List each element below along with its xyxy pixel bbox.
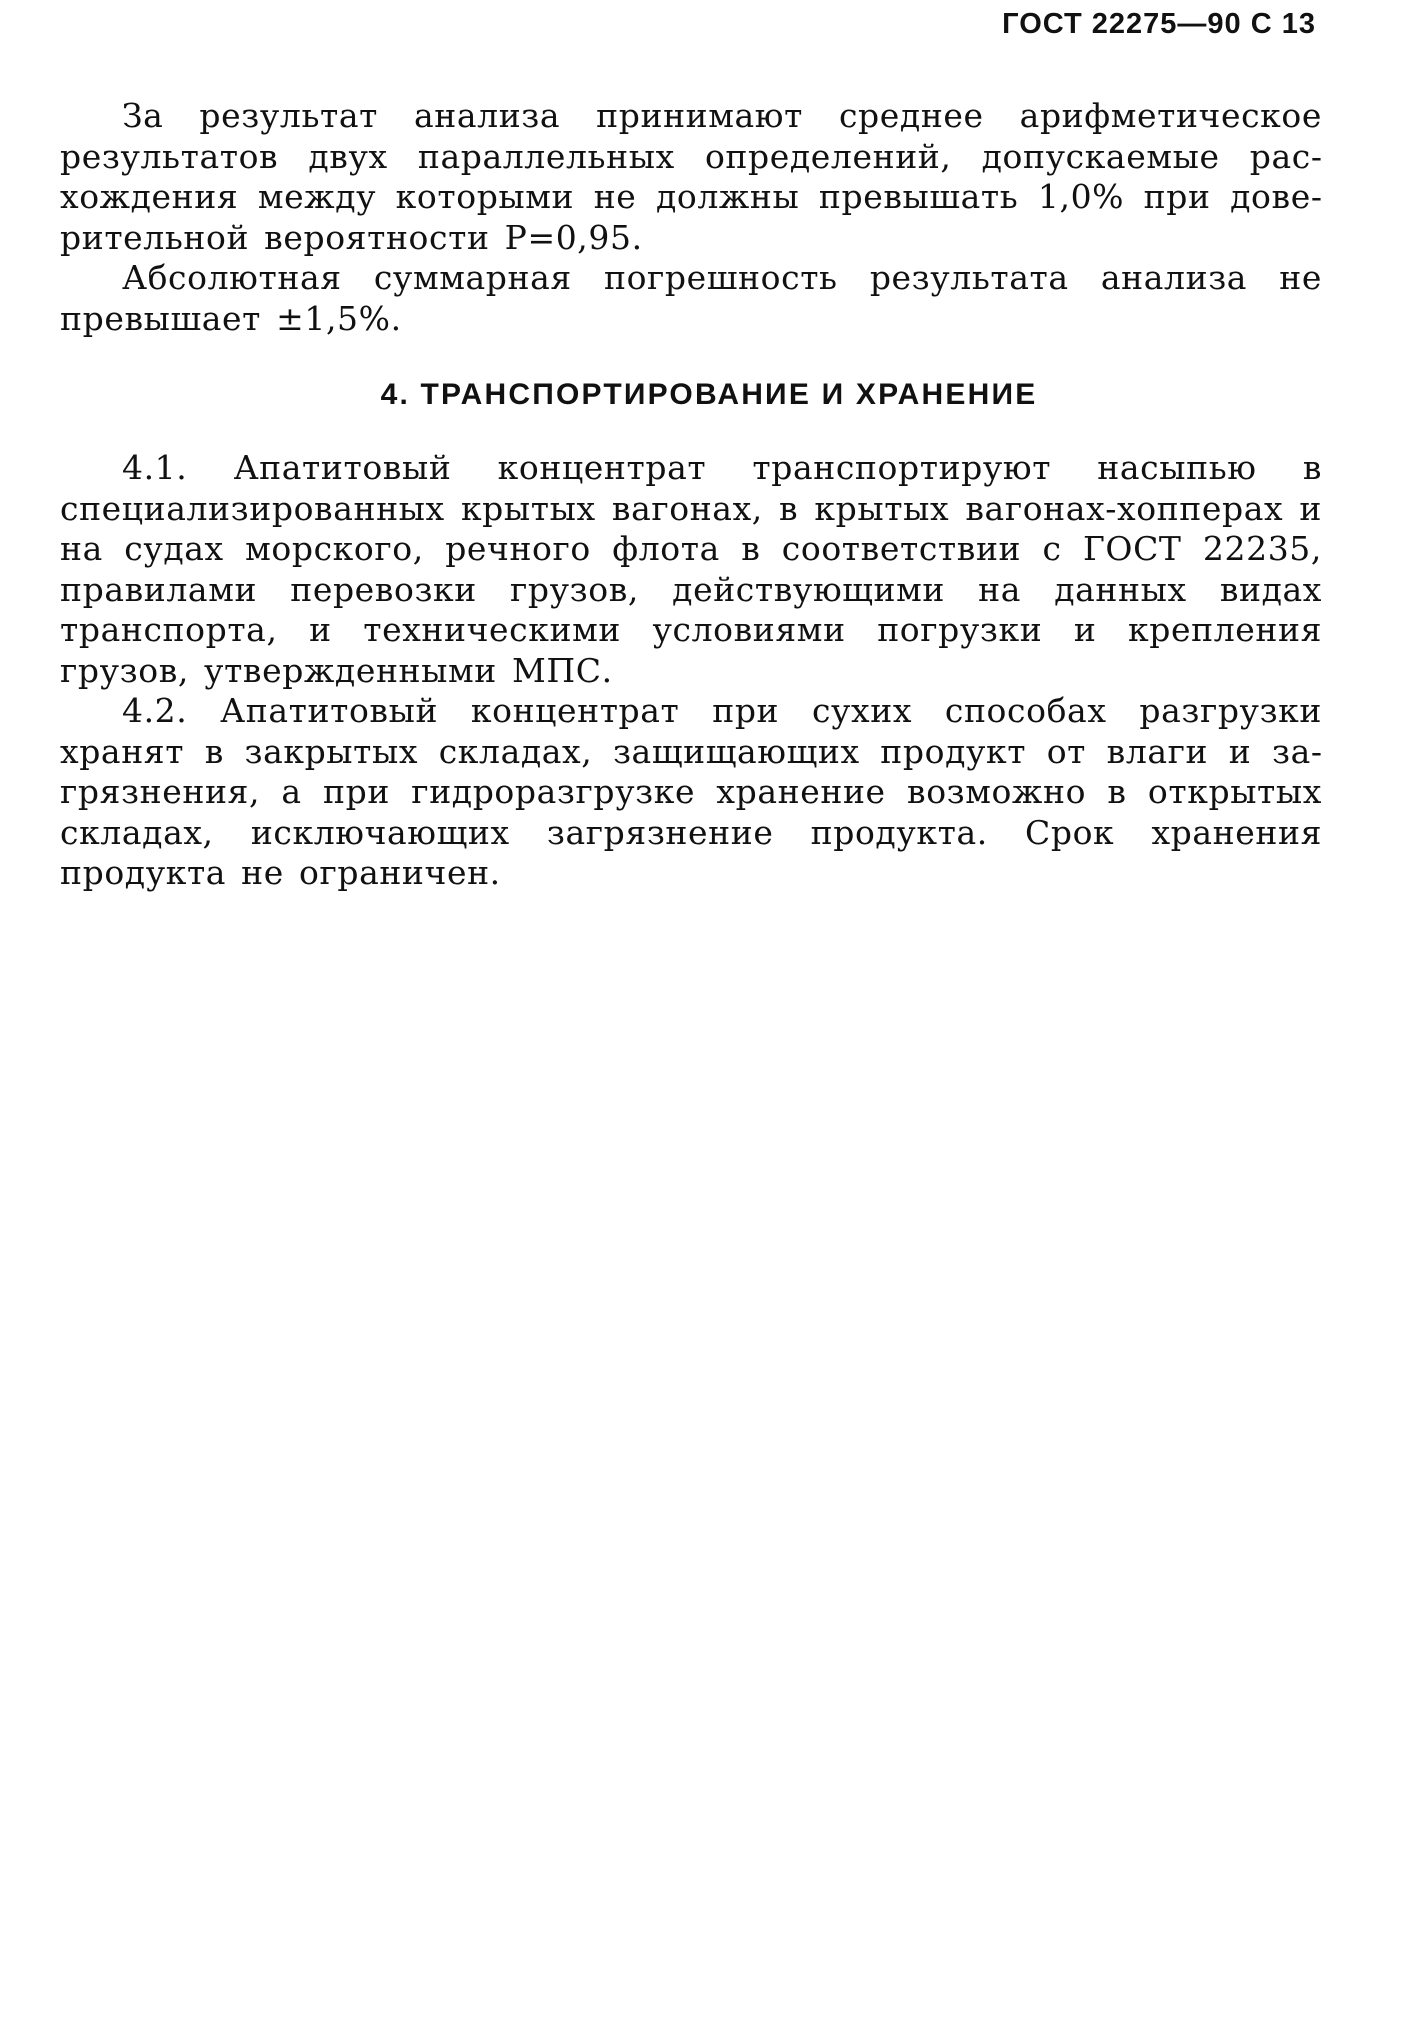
section-body xyxy=(60,448,1322,894)
clause-4-1: 4.1. Апатитовый концентрат транспортируют насыпью в специализированных крытых вагонах, в крытых вагонах-хопперах и на судах морского, речного флота в соответствии с ГОСТ 22235, правилами перевозки грузов, действующими на данных видах транспорта, и техническими условиями погрузки и крепления грузов, утвержденными МПС. xyxy=(60,448,1322,690)
result-paragraph: За результат анализа принимают среднее арифметическое результатов двух параллельных определений, допускаемые расхождения между которыми не должны превышать 1,0% при доверительной вероятности Р=0,95. xyxy=(60,96,1322,257)
clause-4-2: 4.2. Апатитовый концентрат при сухих способах разгрузки хранят в закрытых складах, защищающих продукт от влаги и загрязнения, а при гидроразгрузке хранение возможно в открытых складах, исключающих загрязнение продукта. Срок хранения продукта не ограничен. xyxy=(60,691,1322,892)
section-heading: 4. ТРАНСПОРТИРОВАНИЕ И ХРАНЕНИЕ xyxy=(380,378,1038,411)
intro-text xyxy=(60,96,1322,339)
running-header: ГОСТ 22275—90 С 13 xyxy=(1002,8,1316,40)
error-paragraph: Абсолютная суммарная погрешность результата анализа не превышает ±1,5%. xyxy=(60,258,1322,338)
